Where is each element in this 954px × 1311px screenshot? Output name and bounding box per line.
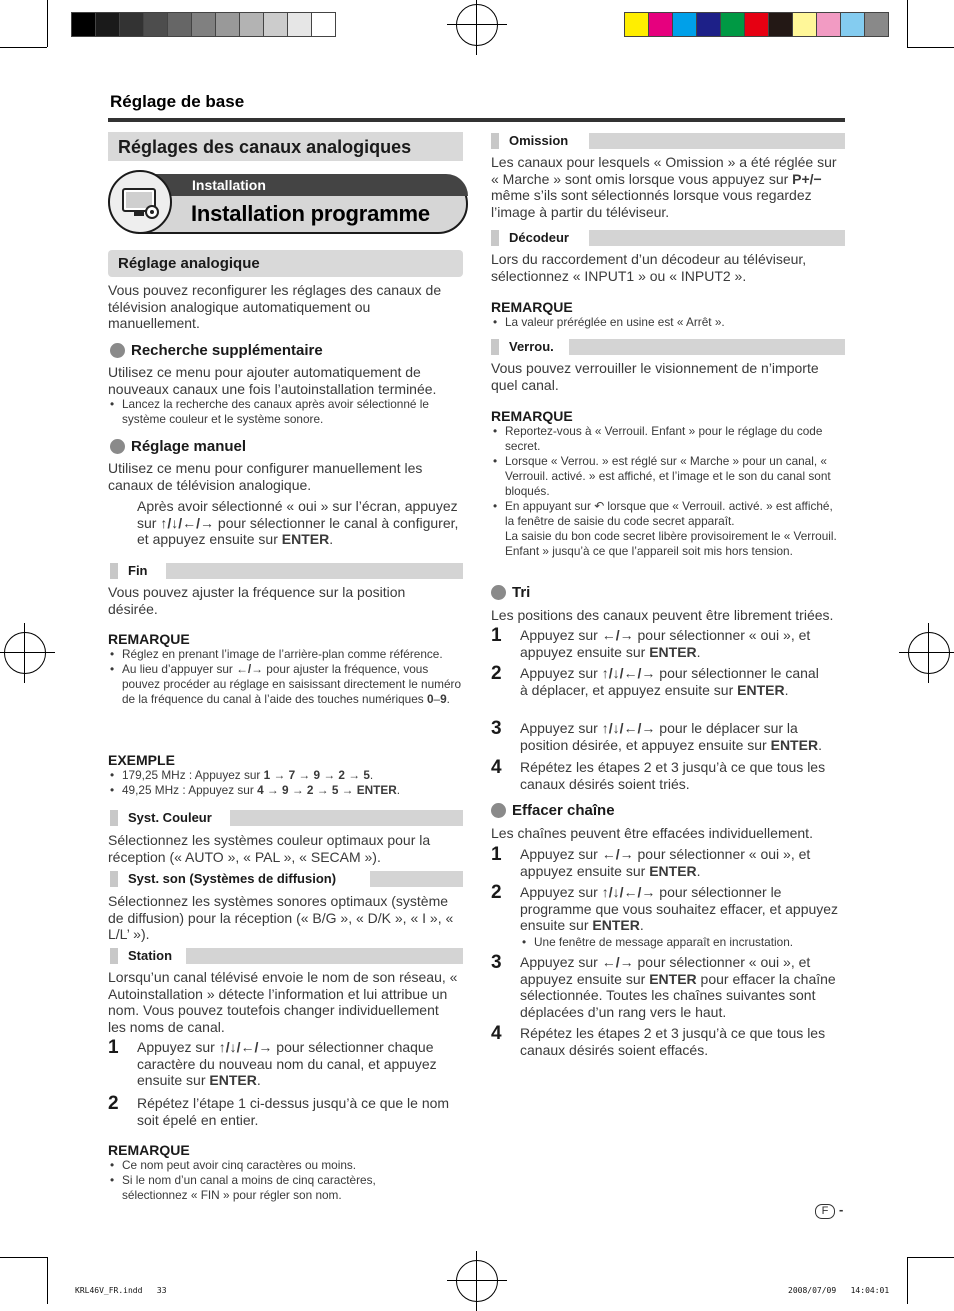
arrow-keys-icon: ↑/↓/←/→ [218, 1039, 273, 1055]
crop-mark [0, 47, 47, 48]
manuel-heading-text: Réglage manuel [131, 438, 247, 455]
manuel-heading [110, 438, 246, 455]
key: 9 [440, 692, 447, 706]
station-remark-title: REMARQUE [108, 1142, 190, 1158]
enter-key: ENTER [649, 970, 697, 987]
subheading-bar [186, 948, 463, 964]
tri-step-1 [491, 627, 845, 660]
tri-heading [491, 584, 530, 601]
text: pour ajuster la fréquence, vous pouvez procéder au réglage en saisissant directement le numéro de la fréquence du canal à l’aide des touches numériques [122, 662, 462, 706]
couleur-subheading [110, 810, 463, 826]
text: Appuyez sur [137, 1039, 219, 1055]
color-swatch [648, 12, 673, 37]
text: La saisie du bon code secret libère provisoirement le « Verrouil. Enfant » jusqu’à ce que l’appareil soit mis hors tension. [505, 529, 837, 558]
arrow-keys-icon: ←/→ [601, 846, 634, 862]
step-number: 1 [491, 844, 502, 865]
arrow-keys-icon: ←/→ [601, 954, 634, 970]
text: . [818, 736, 822, 753]
step-number: 1 [491, 625, 502, 646]
station-step-2 [108, 1095, 463, 1128]
omission-subheading [491, 133, 845, 149]
station-label: Station [128, 948, 173, 963]
tri-text: Les positions des canaux peuvent être librement triées. [491, 607, 834, 623]
step-text [520, 627, 845, 660]
manuel-text: Utilisez ce menu pour configurer manuellement les canaux de télévision analogique. [108, 460, 423, 493]
station-subheading [110, 948, 463, 964]
text: → [263, 783, 282, 797]
couleur-label: Syst. Couleur [128, 810, 212, 825]
omission-label: Omission [509, 133, 569, 148]
list-item: • Lancez la recherche des canaux après avoir sélectionné le système couleur et le système sonore. [108, 397, 463, 427]
registration-mark [456, 4, 498, 46]
text: 179,25 MHz : Appuyez sur [122, 768, 264, 782]
step-number: 2 [108, 1093, 119, 1114]
instr-text: pour sélectionner le canal à configurer, et appuyez ensuite sur [137, 514, 459, 547]
subheading-tab [110, 871, 118, 887]
verrou-label: Verrou. [509, 339, 554, 354]
recherche-list [108, 397, 463, 427]
key: 5 [363, 768, 370, 782]
text: pour sélectionner le canal à déplacer, et appuyez ensuite sur [520, 665, 819, 698]
list-item [108, 783, 463, 798]
color-swatch [792, 12, 817, 37]
crop-mark [0, 1257, 47, 1258]
text: . [396, 783, 401, 797]
text: → [313, 783, 332, 797]
crop-mark [907, 1257, 954, 1258]
arrow-keys-icon: ↑/↓/←/→ [601, 884, 656, 900]
channel-key: P+/− [792, 170, 822, 187]
effacer-step-4 [491, 1025, 845, 1058]
crop-mark [907, 0, 908, 47]
step-number: 1 [108, 1037, 119, 1058]
key: 2 [338, 768, 345, 782]
bullet-circle-icon [491, 585, 506, 600]
page-number: - [839, 1202, 844, 1217]
station-text: Lorsqu’un canal télévisé envoie le nom de son réseau, « Autoinstallation » détecte l’information et lui attribue un nom. Vous pouvez toutefois changer individuellement les noms de canal. [108, 969, 458, 1035]
language-badge [815, 1204, 835, 1219]
text: pour sélectionner chaque caractère du nouveau nom du canal, et appuyez ensuite sur [137, 1039, 437, 1088]
effacer-step-3 [491, 954, 845, 1020]
manuel-instruction [137, 498, 467, 548]
step-number: 4 [491, 757, 502, 778]
intro-text: Vous pouvez reconfigurer les réglages des canaux de télévision analogique automatiquement ou manuellement. [108, 282, 442, 331]
key: 9 [282, 783, 289, 797]
effacer-step-2 [491, 884, 845, 950]
verrou-remark-list [491, 424, 845, 559]
decodeur-remark-title: REMARQUE [491, 299, 573, 315]
color-swatch [263, 12, 288, 37]
step-text: Répétez l’étape 1 ci-dessus jusqu’à ce que le nom soit épelé en entier. [137, 1095, 450, 1128]
instr-text: Après avoir sélectionné « oui » sur l’écran, appuyez sur [137, 498, 458, 531]
verrou-remark-title: REMARQUE [491, 408, 573, 424]
arrow-keys-icon: ↑/↓/←/→ [601, 720, 656, 736]
color-swatch [71, 12, 96, 37]
registration-mark [4, 632, 46, 674]
exemple-list [108, 768, 463, 798]
effacer-step-1 [491, 846, 845, 879]
banner-big-label: Installation programme [191, 201, 430, 226]
step-text [520, 846, 845, 879]
couleur-text: Sélectionnez les systèmes couleur optimaux pour la réception (« AUTO », « PAL », « SECAM »). [108, 832, 431, 865]
crop-mark [47, 0, 48, 47]
installation-banner [108, 170, 466, 234]
text: Appuyez sur [520, 846, 602, 862]
step-text [520, 720, 845, 753]
text: Appuyez sur [520, 665, 602, 681]
son-subheading [110, 871, 463, 887]
bullet-circle-icon [110, 439, 125, 454]
text: pour sélectionner « oui », et appuyez ensuite sur [520, 954, 811, 987]
color-swatch [816, 12, 841, 37]
subheading-tab [110, 810, 118, 826]
key: 2 [306, 783, 314, 797]
file-info: KRL46V_FR.indd 33 [75, 1286, 167, 1295]
key: 5 [331, 783, 339, 797]
color-swatch [720, 12, 745, 37]
omission-text [491, 154, 841, 220]
key: 4 [257, 783, 264, 797]
color-swatch [624, 12, 649, 37]
exemple-title: EXEMPLE [108, 752, 175, 768]
bullet-circle-icon [110, 343, 125, 358]
date-info: 2008/07/09 14:04:01 [788, 1286, 890, 1295]
text: – [433, 692, 441, 706]
step-number: 3 [491, 952, 502, 973]
tri-step-4 [491, 759, 845, 792]
fin-remark-list [108, 647, 463, 707]
list-item: • La valeur préréglée en usine est « Arrêt ». [491, 315, 845, 330]
step-text [520, 665, 821, 698]
registration-mark [908, 632, 950, 674]
grayscale-color-bar [72, 12, 336, 37]
recherche-heading [110, 342, 323, 359]
son-text: Sélectionnez les systèmes sonores optimaux (système de diffusion) pour la réception (« B/G », « D/K », « I », « L/L’ »). [108, 893, 454, 942]
color-swatch [840, 12, 865, 37]
decodeur-remark-list [491, 315, 845, 330]
step-number: 2 [491, 882, 502, 903]
list-item: • Ce nom peut avoir cinq caractères ou moins. [108, 1158, 428, 1173]
fin-remark-title: REMARQUE [108, 631, 190, 647]
color-swatch [864, 12, 889, 37]
step-text [520, 884, 845, 950]
crop-mark [907, 1257, 908, 1304]
enter-key: ENTER [649, 643, 697, 660]
text: . [639, 917, 644, 933]
decodeur-text: Lors du raccordement d’un décodeur au téléviseur, sélectionnez « INPUT1 » ou « INPUT2 ». [491, 251, 807, 284]
enter-key: ENTER [649, 862, 697, 879]
color-swatch [215, 12, 240, 37]
text: pour sélectionner « oui », et appuyez ensuite sur [520, 846, 811, 879]
text: . [784, 681, 789, 698]
text: → [270, 768, 289, 782]
text: même s’ils sont sélectionnés lorsque vous regardez l’image à partir du téléviseur. [491, 187, 812, 220]
text: pour sélectionner le programme que vous souhaitez effacer, et appuyez ensuite sur [520, 884, 839, 933]
key: 1 [263, 768, 271, 782]
subheading-tab [491, 339, 499, 355]
text: . [369, 768, 374, 782]
text: pour le déplacer sur la position désirée, et appuyez ensuite sur [520, 720, 798, 753]
text: 49,25 MHz : Appuyez sur [122, 783, 258, 797]
color-swatch [672, 12, 697, 37]
text: → [338, 783, 357, 797]
list-item: • Reportez-vous à « Verrouil. Enfant » pour le réglage du code secret. [491, 424, 845, 454]
text: Appuyez sur [520, 720, 602, 736]
subheading-tab [491, 230, 499, 246]
banner-small-label: Installation [192, 177, 266, 193]
step-number: 2 [491, 663, 502, 684]
subtitle-text: Réglage analogique [118, 255, 260, 272]
color-swatch [744, 12, 769, 37]
text: pour effacer la chaîne sélectionnée. Toutes les chaînes suivantes sont déplacées d’un rang vers le haut. [520, 970, 836, 1020]
text: pour sélectionner « oui », et appuyez ensuite sur [520, 627, 811, 660]
list-item: • Une fenêtre de message apparaît en incrustation. [520, 935, 845, 950]
language-badge-text: F [821, 1205, 829, 1217]
key: 9 [313, 768, 321, 782]
subheading-tab [491, 133, 499, 149]
station-step-1 [108, 1039, 463, 1089]
list-item: • Si le nom d’un canal a moins de cinq caractères, sélectionnez « FIN » pour régler son nom. [108, 1173, 428, 1203]
color-swatch [119, 12, 144, 37]
text: Les canaux pour lesquels « Omission » a été réglée sur « Marche » sont omis lorsque vous appuyez sur [491, 154, 837, 187]
verrou-text: Vous pouvez verrouiller le visionnement de n’importe quel canal. [491, 360, 819, 393]
text: Au lieu d’appuyer sur [122, 662, 237, 676]
tri-step-3 [491, 720, 845, 753]
recherche-text: Utilisez ce menu pour ajouter automatiquement de nouveaux canaux une fois l’autoinstallation terminée. [108, 364, 437, 397]
text: Appuyez sur [520, 954, 602, 970]
instr-text: . [329, 531, 334, 547]
banner-tab [138, 174, 468, 196]
color-swatch [311, 12, 336, 37]
decodeur-subheading [491, 230, 845, 246]
station-remark-list [108, 1158, 428, 1203]
color-swatch [167, 12, 192, 37]
step-number: 4 [491, 1023, 502, 1044]
text: . [446, 692, 450, 706]
color-swatch [696, 12, 721, 37]
text: . [696, 862, 701, 879]
effacer-step-2-list [520, 935, 845, 950]
color-swatch [239, 12, 264, 37]
color-swatch [191, 12, 216, 37]
effacer-heading [491, 802, 615, 819]
subheading-bar [589, 133, 845, 149]
color-swatch [287, 12, 312, 37]
color-swatch [95, 12, 120, 37]
page-title [108, 132, 463, 161]
effacer-heading-text: Effacer chaîne [512, 802, 615, 819]
verrou-subheading [491, 339, 845, 355]
color-swatch [143, 12, 168, 37]
text: . [256, 1072, 261, 1088]
key: ENTER [356, 783, 397, 797]
effacer-text: Les chaînes peuvent être effacées individuellement. [491, 825, 813, 841]
arrow-keys-icon: ←/→ [601, 627, 634, 643]
decodeur-label: Décodeur [509, 230, 569, 245]
step-text [137, 1039, 463, 1089]
arrow-keys-icon: ↑/↓/←/→ [160, 514, 215, 531]
text: → [295, 768, 314, 782]
color-swatch [768, 12, 793, 37]
text: . [696, 643, 701, 660]
step-number: 3 [491, 718, 502, 739]
enter-key: ENTER [209, 1072, 257, 1088]
subheading-bar [230, 810, 463, 826]
return-icon: ↶ [594, 499, 605, 513]
step-text: Répétez les étapes 2 et 3 jusqu’à ce que tous les canaux désirés soient triés. [520, 759, 826, 792]
tri-step-2 [491, 665, 821, 698]
enter-key: ENTER [592, 917, 640, 933]
arrow-keys-icon: ↑/↓/←/→ [601, 665, 656, 681]
key: 7 [288, 768, 296, 782]
list-item [108, 768, 463, 783]
tv-settings-icon [108, 170, 172, 234]
process-color-bar [625, 12, 889, 37]
tri-heading-text: Tri [512, 584, 531, 601]
list-item: • Lorsque « Verrou. » est réglé sur « Marche » pour un canal, « Verrouil. activé. » est affiché, et l’image et le son du canal sont bloqués. [491, 454, 845, 499]
crop-mark [907, 47, 954, 48]
enter-key: ENTER [737, 681, 785, 698]
text: Appuyez sur [520, 884, 602, 900]
text: lorsque que « Verrouil. activé. » est affiché, la fenêtre de saisie du code secret apparaît. [505, 499, 833, 528]
son-label: Syst. son (Systèmes de diffusion) [128, 871, 337, 886]
list-item [491, 499, 845, 559]
crop-mark [47, 1257, 48, 1304]
enter-key: ENTER [770, 736, 819, 753]
section-header: Réglage de base [110, 92, 245, 111]
list-item: • Réglez en prenant l’image de l’arrière-plan comme référence. [108, 647, 463, 662]
subtitle-bar [108, 250, 463, 277]
text: → [288, 783, 307, 797]
text: En appuyant sur [505, 499, 595, 513]
key: 0 [426, 692, 434, 706]
subheading-tab [110, 948, 118, 964]
list-item [108, 662, 463, 707]
fin-label: Fin [128, 563, 148, 578]
registration-mark [456, 1260, 498, 1302]
step-text [520, 954, 845, 1020]
subheading-tab [110, 563, 118, 579]
arrow-keys-icon: ←/→ [236, 662, 263, 676]
subheading-bar [370, 871, 463, 887]
subheading-bar [589, 230, 845, 246]
fin-subheading [110, 563, 463, 579]
bullet-circle-icon [491, 803, 506, 818]
subheading-bar [569, 339, 845, 355]
text: → [344, 768, 364, 782]
subheading-bar [166, 563, 463, 579]
text: → [320, 768, 339, 782]
enter-key: ENTER [281, 531, 330, 547]
page-title-text: Réglages des canaux analogiques [118, 137, 412, 157]
recherche-heading-text: Recherche supplémentaire [131, 342, 323, 359]
section-rule [108, 118, 845, 122]
text: Appuyez sur [520, 627, 602, 643]
fin-text: Vous pouvez ajuster la fréquence sur la position désirée. [108, 584, 406, 617]
step-text: Répétez les étapes 2 et 3 jusqu’à ce que tous les canaux désirés soient effacés. [520, 1025, 826, 1058]
